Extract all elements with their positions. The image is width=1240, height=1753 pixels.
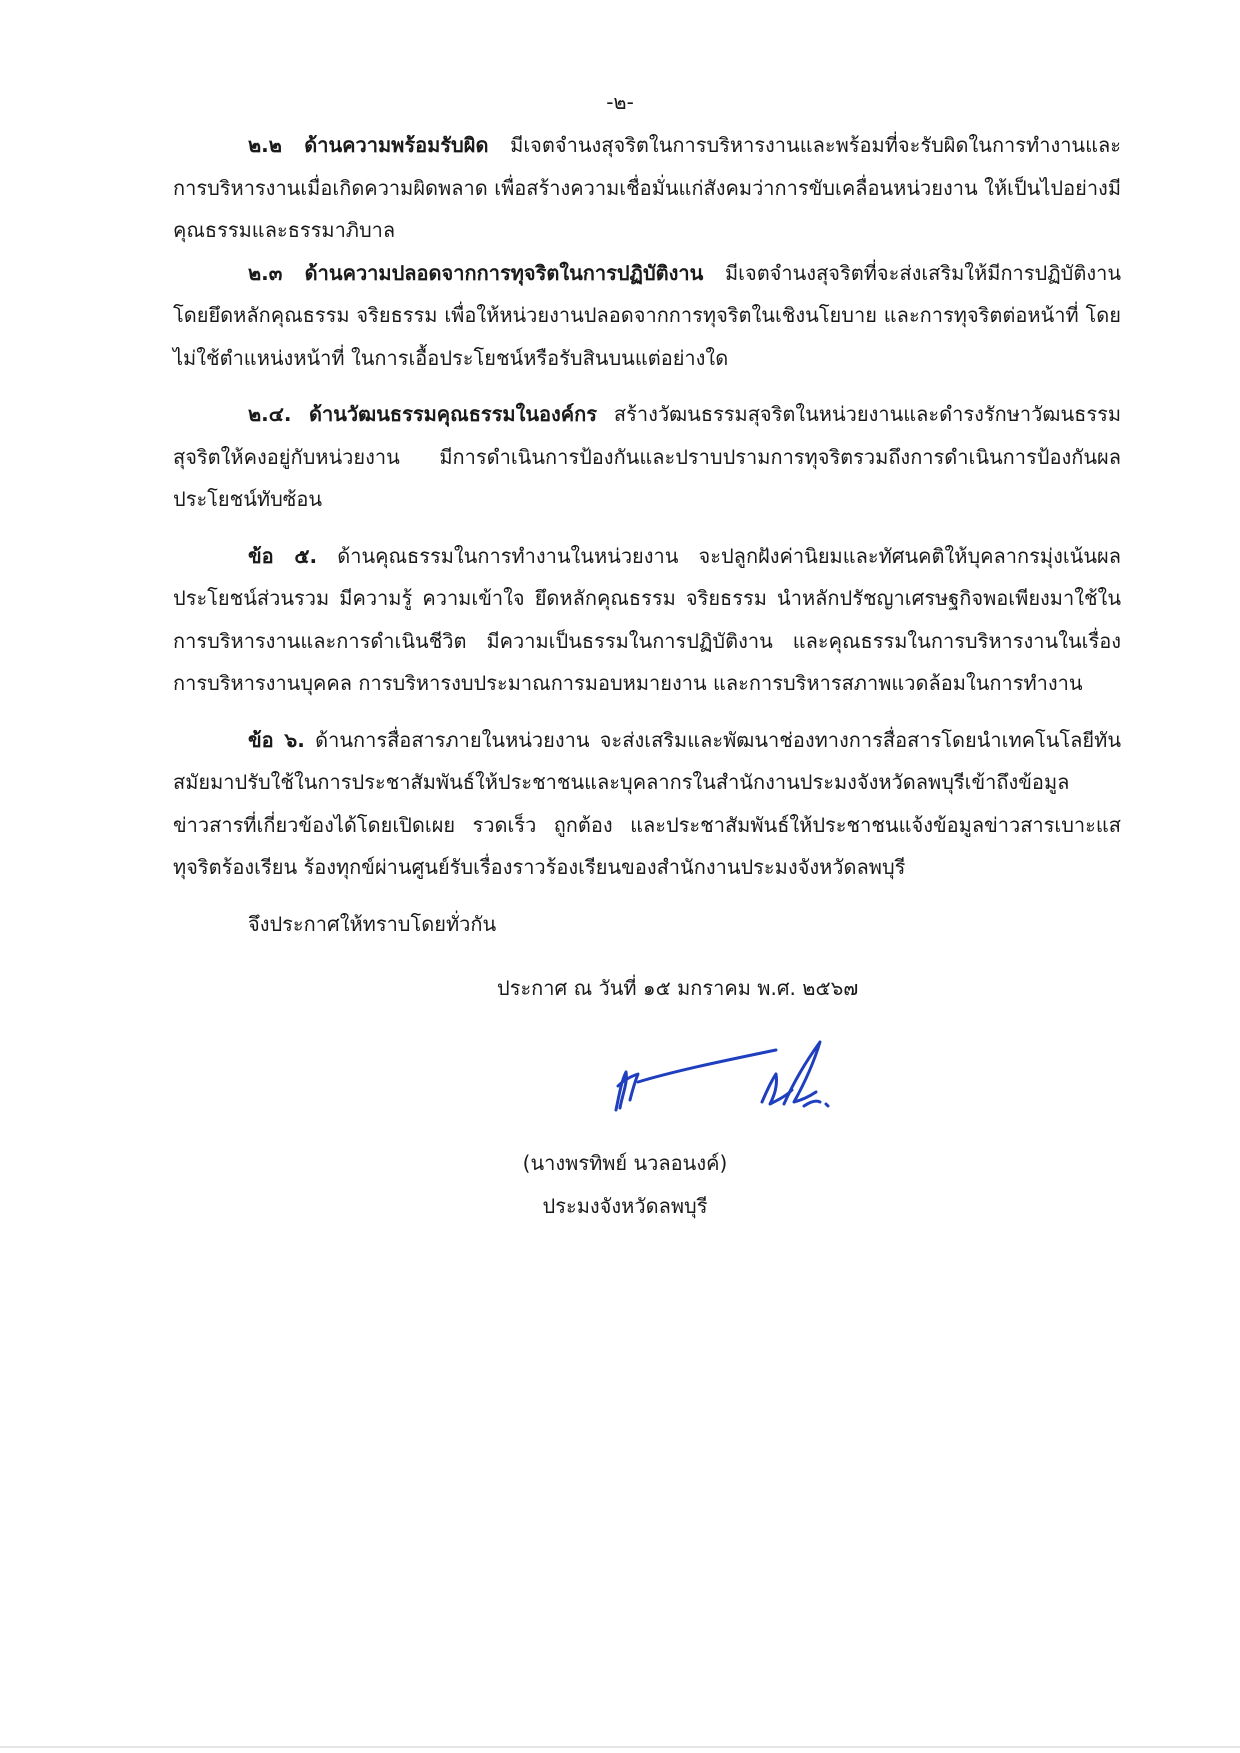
paragraph-text: มีเจตจำนงสุจริตในการบริหารงานและพร้อมที่จะรับผิดในการทำงานและการบริหารงานเมื่อเกิดความผิดพลาด เพื่อสร้างความเชื่อมั่นแก่สังคมว่าการขับเคลื่อนหน่วยงาน ให้เป็นไปอย่างมีคุณธรรมและธรรมาภิบาล: [173, 133, 1121, 242]
paragraph-clause-6: [173, 719, 1121, 889]
paragraph-heading: ๒.๔. ด้านวัฒนธรรมคุณธรรมในองค์กร: [248, 402, 598, 426]
paragraph-heading: ๒.๓ ด้านความปลอดจากการทุจริตในการปฏิบัติงาน: [248, 260, 704, 285]
paragraph-anti-corruption: [173, 252, 1121, 380]
paragraph-clause-5: [173, 535, 1121, 705]
paragraph-text: สร้างวัฒนธรรมสุจริตในหน่วยงานและดำรงรักษาวัฒนธรรมสุจริตให้คงอยู่กับหน่วยงาน มีการดำเนินการป้องกันและปราบปรามการทุจริตรวมถึงการดำเนินการป้องกันผลประโยชน์ทับซ้อน: [173, 402, 1121, 511]
paragraph-heading: ข้อ ๖.: [248, 727, 305, 752]
paragraph-accountability: [173, 124, 1121, 252]
paragraph-heading: ข้อ ๕.: [248, 543, 318, 568]
page-number: -๒-: [606, 90, 634, 114]
paragraph-organizational-culture: [173, 393, 1121, 521]
announcement-date: ประกาศ ณ วันที่ ๑๕ มกราคม พ.ศ. ๒๕๖๗: [497, 976, 859, 1000]
signer-title: ประมงจังหวัดลพบุรี: [542, 1194, 708, 1218]
paragraph-text: มีเจตจำนงสุจริตที่จะส่งเสริมให้มีการปฏิบัติงานโดยยึดหลักคุณธรรม จริยธรรม เพื่อให้หน่วยงานปลอดจากการทุจริตในเชิงนโยบาย และการทุจริตต่อหน้าที่ โดยไม่ใช้ตำแหน่งหน้าที่ ในการเอื้อประโยชน์หรือรับสินบนแต่อย่างใด: [173, 260, 1121, 370]
scan-edge-divider: [0, 1746, 1240, 1748]
closing-statement: จึงประกาศให้ทราบโดยทั่วกัน: [248, 911, 497, 936]
signer-name: (นางพรทิพย์ นวลอนงค์): [522, 1151, 728, 1175]
handwritten-signature: [608, 1030, 848, 1140]
document-body: [173, 124, 1121, 945]
paragraph-text: ด้านการสื่อสารภายในหน่วยงาน จะส่งเสริมและพัฒนาช่องทางการสื่อสารโดยนำเทคโนโลยีทันสมัยมาปรับใช้ในการประชาสัมพันธ์ให้ประชาชนและบุคลากรในสำนักงานประมงจังหวัดลพบุรีเข้าถึงข้อมูลข่าวสารที่เกี่ยวข้องได้โดยเปิดเผย รวดเร็ว ถูกต้อง และประชาสัมพันธ์ให้ประชาชนแจ้งข้อมูลข่าวสารเบาะแสทุจริตร้องเรียน ร้องทุกข์ผ่านศูนย์รับเรื่องราวร้องเรียนของสำนักงานประมงจังหวัดลพบุรี: [173, 727, 1121, 879]
paragraph-text: ด้านคุณธรรมในการทำงานในหน่วยงาน จะปลูกฝังค่านิยมและทัศนคติให้บุคลากรมุ่งเน้นผลประโยชน์ส่วนรวม มีความรู้ ความเข้าใจ ยึดหลักคุณธรรม จริยธรรม นำหลักปรัชญาเศรษฐกิจพอเพียงมาใช้ในการบริหารงานและการดำเนินชีวิต มีความเป็นธรรมในการปฏิบัติงาน และคุณธรรมในการบริหารงานในเรื่องการบริหารงานบุคคล การบริหารงบประมาณการมอบหมายงาน และการบริหารสภาพแวดล้อมในการทำงาน: [173, 543, 1121, 695]
paragraph-heading: ๒.๒ ด้านความพร้อมรับผิด: [248, 133, 489, 157]
